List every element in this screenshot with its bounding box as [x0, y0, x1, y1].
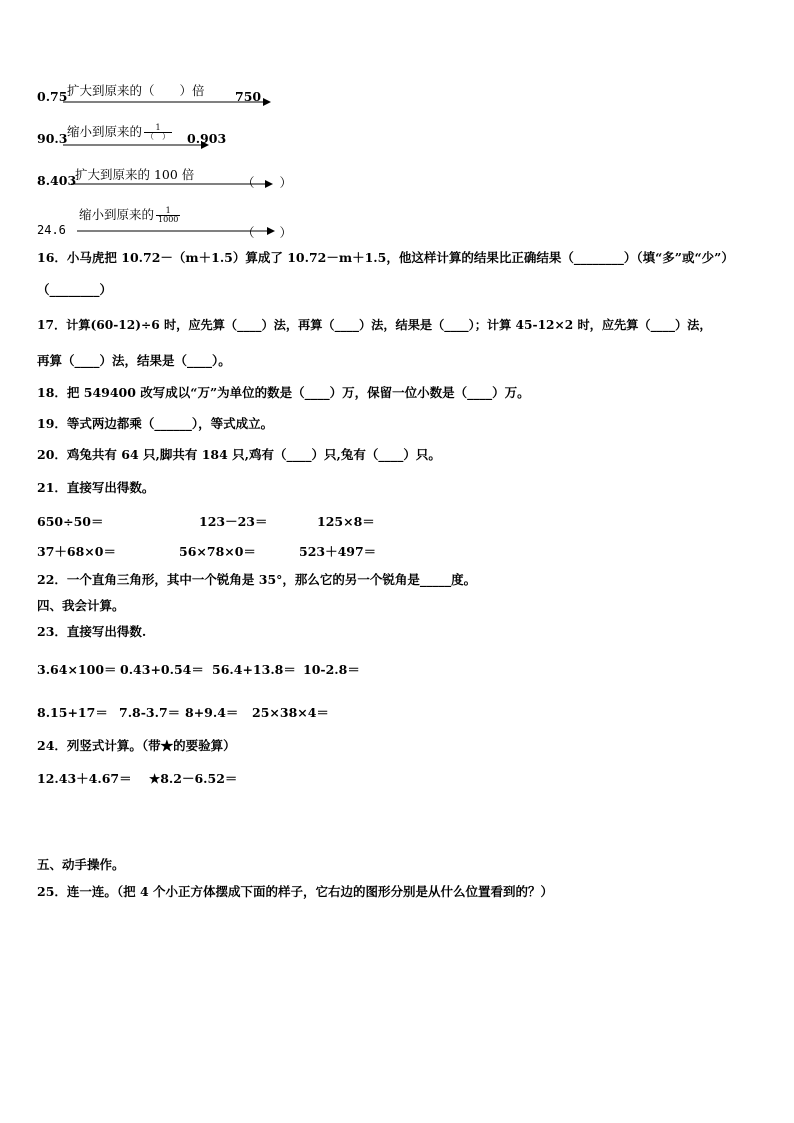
result-blank: （ ）: [242, 175, 293, 190]
calc-item: 12.43＋4.67＝: [37, 771, 132, 786]
question-18: 18．把 549400 改写成以“万”为单位的数是（____）万，保留一位小数是（____）万。: [37, 385, 530, 400]
section-4-heading: 四、我会计算。: [37, 598, 125, 613]
arrow-problem-4: [37, 203, 437, 243]
question-21-title: 21．直接写出得数。: [37, 480, 155, 495]
arrow-problem-2: [37, 120, 437, 160]
calc-item: 56.4+13.8＝: [212, 662, 296, 677]
question-20: 20．鸡兔共有 64 只,脚共有 184 只,鸡有（____）只,兔有（____）只。: [37, 447, 441, 462]
calc-item: 10-2.8＝: [303, 662, 360, 677]
calc-item: ★8.2－6.52＝: [149, 771, 238, 786]
note-prefix: 缩小到原来的: [67, 124, 143, 139]
arrow-note: 扩大到原来的（ ）倍: [67, 83, 205, 98]
calc-item: 8.15+17＝: [37, 705, 108, 720]
question-16-line-2: （________）: [37, 282, 113, 297]
section-5-heading: 五、动手操作。: [37, 857, 125, 872]
result-number: 750: [235, 89, 262, 104]
arrow-note: 扩大到原来的 100 倍: [75, 167, 195, 182]
arrow-problem-3: [37, 166, 437, 206]
calc-item: 7.8-3.7＝: [119, 705, 181, 720]
note-prefix: 缩小到原来的: [79, 207, 155, 222]
start-number: 24.6: [37, 223, 66, 237]
calc-item: 3.64×100＝: [37, 662, 117, 677]
question-17-line-2: 再算（____）法，结果是（____）。: [37, 353, 231, 368]
question-17-line-1: 17．计算(60-12)÷6 时，应先算（____）法，再算（____）法，结果是（____）；计算 45-12×2 时，应先算（____）法，: [37, 318, 712, 332]
fraction-denominator: （ ）: [146, 132, 171, 141]
calc-item: 0.43+0.54＝: [120, 662, 204, 677]
result-number: 0.903: [187, 131, 227, 146]
calc-item: 25×38×4＝: [252, 705, 329, 720]
question-16-line-1: 16．小马虎把 10.72－（m＋1.5）算成了 10.72－m＋1.5，他这样计算的结果比正确结果（________）（填“多”或“少”）: [37, 250, 734, 265]
question-23-title: 23．直接写出得数.: [37, 624, 147, 639]
result-blank: （ ）: [242, 225, 293, 240]
calc-item: 650÷50＝: [37, 514, 104, 529]
calc-item: 8+9.4＝: [185, 705, 239, 720]
start-number: 0.75: [37, 89, 68, 104]
question-24-title: 24．列竖式计算。（带★的要验算）: [37, 738, 236, 753]
arrow-note: [67, 122, 172, 141]
fraction-denominator: 1000: [158, 215, 179, 224]
question-22: 22．一个直角三角形，其中一个锐角是 35°，那么它的另一个锐角是_____度。: [37, 572, 477, 587]
question-25: 25．连一连。（把 4 个小正方体摆成下面的样子，它右边的图形分别是从什么位置看到的？）: [37, 884, 554, 899]
fraction: [156, 207, 180, 224]
calc-item: 125×8＝: [317, 514, 375, 529]
arrow-note: [79, 205, 180, 224]
question-19: 19．等式两边都乘（______），等式成立。: [37, 416, 274, 431]
calc-item: 123－23＝: [199, 514, 268, 529]
fraction-numerator: 1: [144, 124, 172, 133]
calc-item: 56×78×0＝: [179, 544, 256, 559]
calc-item: 523＋497＝: [299, 544, 377, 559]
arrow-problem-1: [37, 82, 437, 122]
fraction-numerator: 1: [156, 207, 180, 216]
calc-item: 37＋68×0＝: [37, 544, 116, 559]
start-number: 90.3: [37, 131, 68, 146]
fraction: [144, 124, 172, 141]
start-number: 8.403: [37, 173, 77, 188]
